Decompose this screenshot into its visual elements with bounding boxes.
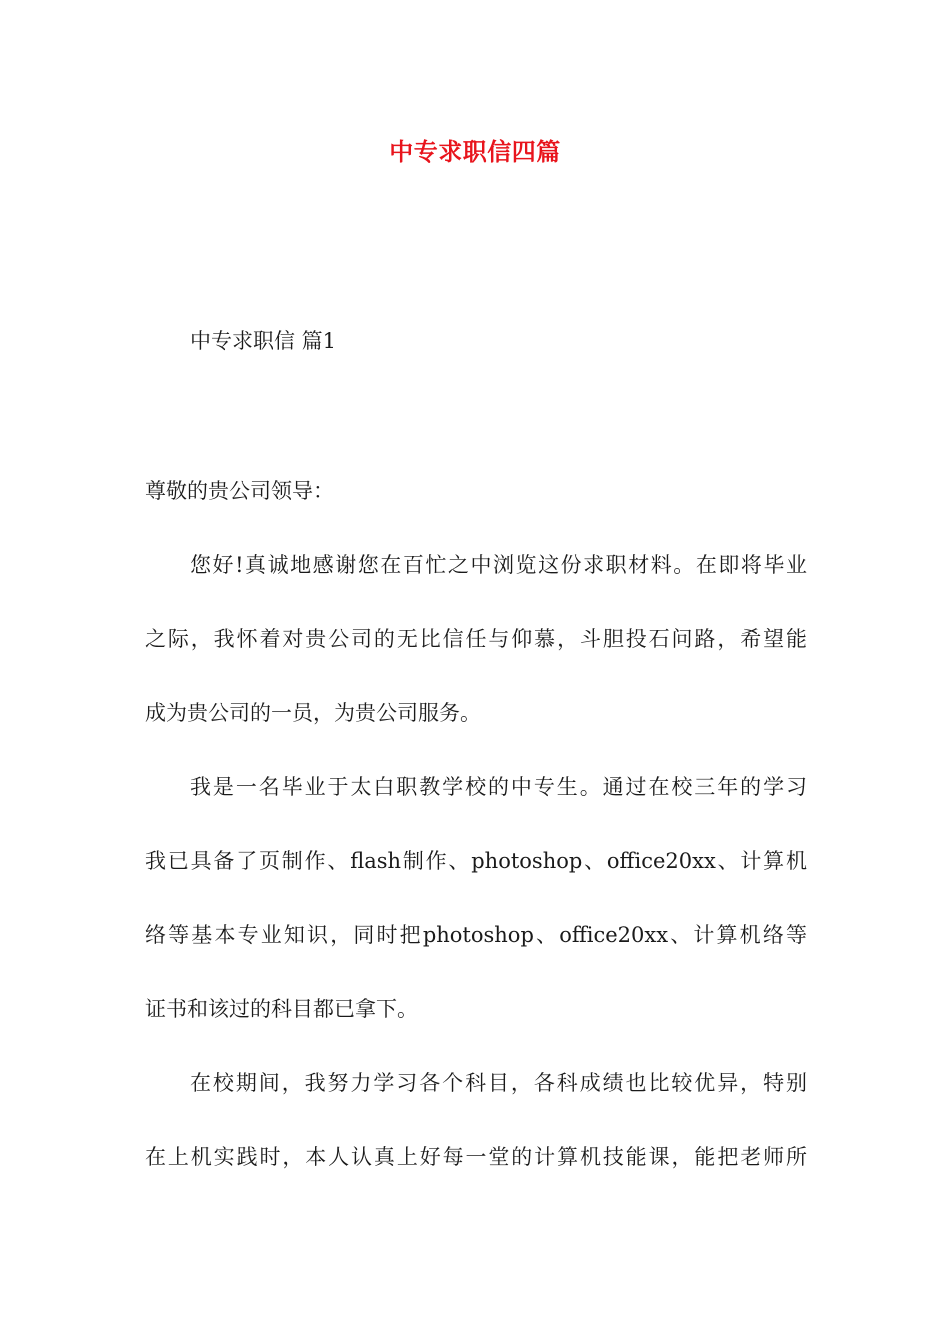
letter-body — [145, 548, 807, 1214]
paragraph-line: 成为贵公司的一员，为贵公司服务。 — [145, 701, 481, 725]
paragraph-line: 在校期间，我努力学习各个科目，各科成绩也比较优异，特别 — [190, 1071, 807, 1095]
paragraph-line: 络等基本专业知识，同时把photoshop、office20xx、计算机络等 — [145, 923, 807, 947]
paragraph-line: 您好!真诚地感谢您在百忙之中浏览这份求职材料。在即将毕业 — [190, 553, 807, 577]
paragraph-line: 在上机实践时，本人认真上好每一堂的计算机技能课，能把老师所 — [145, 1145, 807, 1169]
salutation: 尊敬的贵公司领导： — [145, 479, 334, 503]
paragraph-line: 我已具备了页制作、flash制作、photoshop、office20xx、计算机 — [145, 849, 807, 873]
section-heading: 中专求职信 篇1 — [190, 329, 337, 353]
paragraph-line: 之际，我怀着对贵公司的无比信任与仰慕，斗胆投石问路，希望能 — [145, 627, 807, 651]
document-title: 中专求职信四篇 — [389, 137, 561, 166]
paragraph-line: 证书和该过的科目都已拿下。 — [145, 997, 418, 1021]
paragraph-line: 我是一名毕业于太白职教学校的中专生。通过在校三年的学习 — [190, 775, 807, 799]
